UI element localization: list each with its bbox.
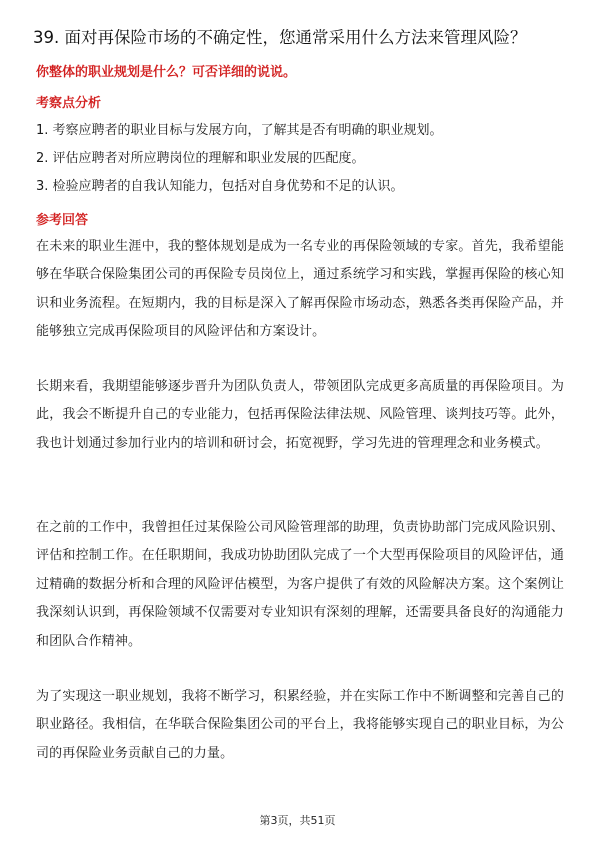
page-number: 第3页，共51页	[259, 814, 336, 827]
answer-paragraph-1: 在未来的职业生涯中，我的整体规划是成为一名专业的再保险领域的专家。首先，我希望能够在华联合保险集团公司的再保险专员岗位上，通过系统学习和实践，掌握再保险的核心知识和业务流程。在短期内，我的目标是深入了解再保险市场动态，熟悉各类再保险产品，并能够独立完成再保险项目的风险评估和方案设计。	[36, 239, 564, 340]
answer-paragraph-4: 为了实现这一职业规划，我将不断学习，积累经验，并在实际工作中不断调整和完善自己的职业路径。我相信，在华联合保险集团公司的平台上，我将能够实现自己的职业目标，为公司的再保险业务贡献自己的力量。	[36, 689, 564, 761]
answer-paragraph-2: 长期来看，我期望能够逐步晋升为团队负责人，带领团队完成更多高质量的再保险项目。为此，我会不断提升自己的专业能力，包括再保险法律法规、风险管理、谈判技巧等。此外，我也计划通过参加行业内的培训和研讨会，拓宽视野，学习先进的管理理念和业务模式。	[36, 379, 564, 451]
analysis-item-3: 3. 检验应聘者的自我认知能力，包括对自身优势和不足的认识。	[36, 179, 404, 194]
answer-heading: 参考回答	[36, 213, 89, 228]
analysis-item-2: 2. 评估应聘者对所应聘岗位的理解和职业发展的匹配度。	[36, 151, 365, 166]
analysis-heading: 考察点分析	[36, 96, 102, 111]
answer-paragraph-3: 在之前的工作中，我曾担任过某保险公司风险管理部的助理，负责协助部门完成风险识别、评估和控制工作。在任职期间，我成功协助团队完成了一个大型再保险项目的风险评估，通过精确的数据分析和合理的风险评估模型，为客户提供了有效的风险解决方案。这个案例让我深刻认识到，再保险领域不仅需要对专业知识有深刻的理解，还需要具备良好的沟通能力和团队合作精神。	[36, 520, 564, 649]
sub-question: 你整体的职业规划是什么？可否详细的说说。	[36, 65, 297, 80]
question-title: 39. 面对再保险市场的不确定性，您通常采用什么方法来管理风险？	[33, 28, 527, 47]
analysis-item-1: 1. 考察应聘者的职业目标与发展方向，了解其是否有明确的职业规划。	[36, 123, 443, 138]
